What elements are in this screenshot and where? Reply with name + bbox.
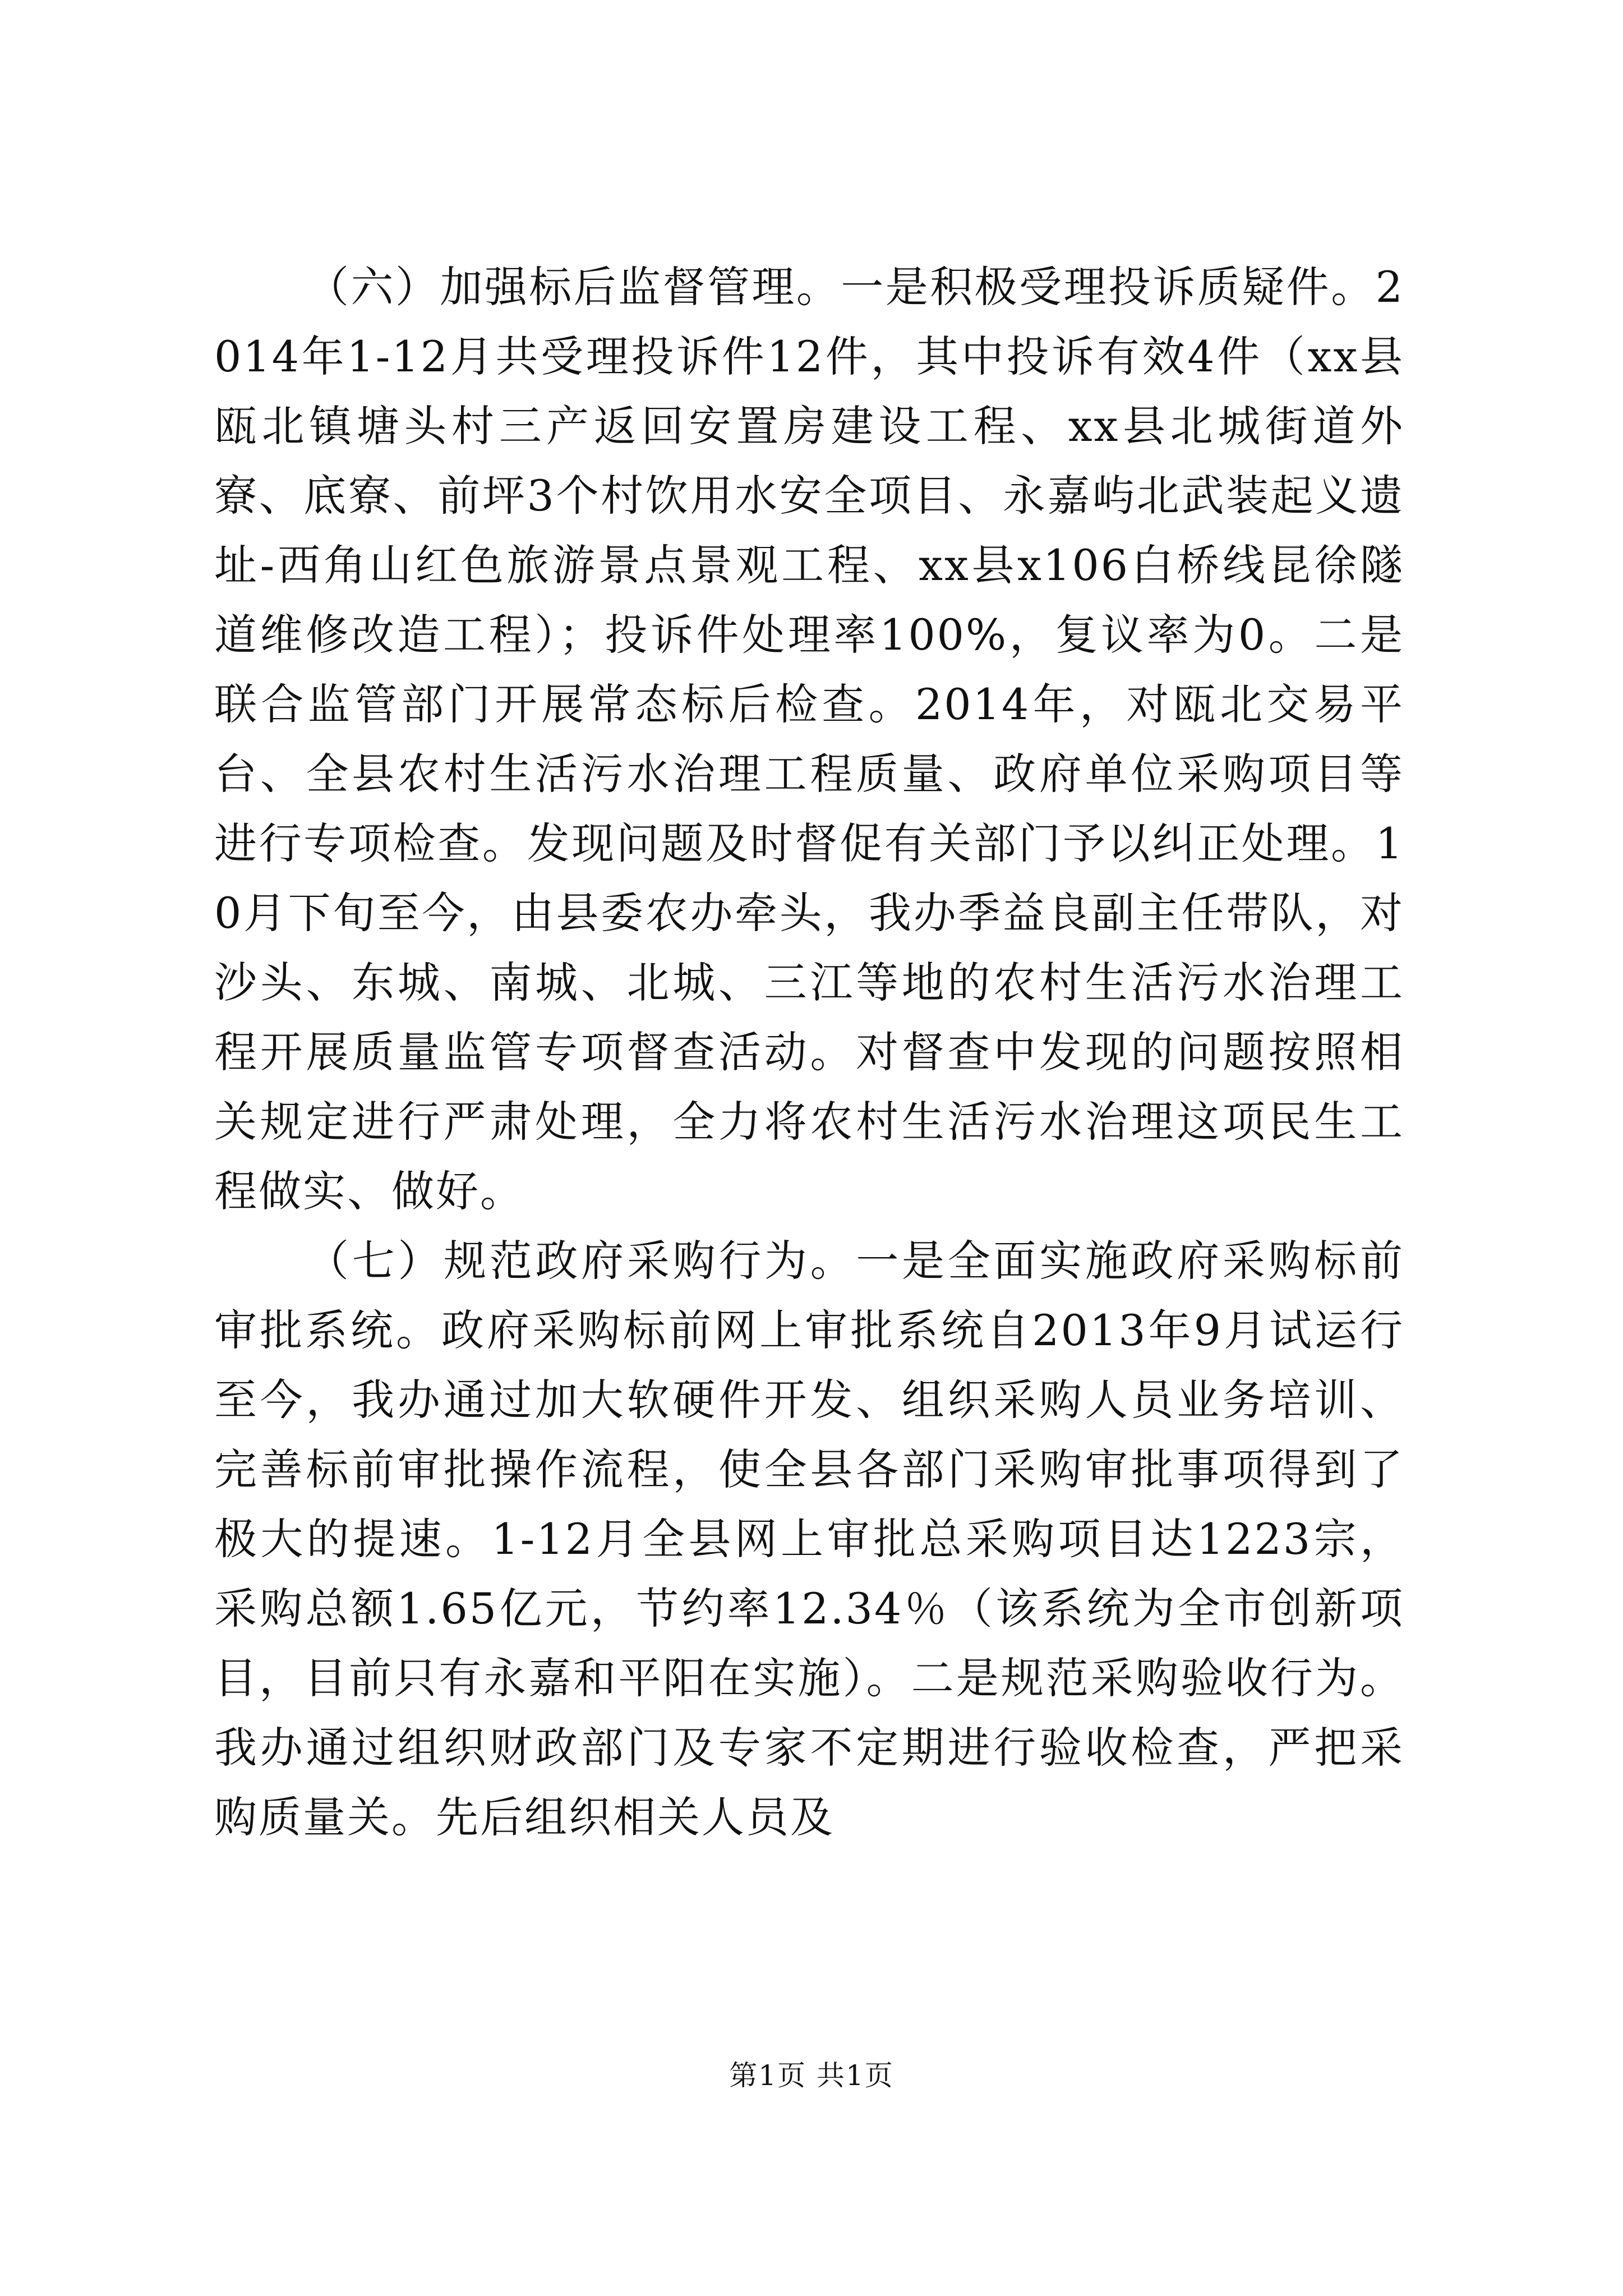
page-footer: 第1页 共1页 <box>729 2059 894 2092</box>
paragraph-supervision: （六）加强标后监督管理。一是积极受理投诉质疑件。2014年1-12月共受理投诉件12件，其中投诉有效4件（xx县瓯北镇塘头村三产返回安置房建设工程、xx县北城街道外寮、底寮、前坪3个村饮用水安全项目、永嘉屿北武装起义遗址-西角山红色旅游景点景观工程、xx县x106白桥线昆徐隧道维修改造工程）；投诉件处理率100%，复议率为0。二是联合监管部门开展常态标后检查。2014年，对瓯北交易平台、全县农村生活污水治理工程质量、政府单位采购项目等进行专项检查。发现问题及时督促有关部门予以纠正处理。10月下旬至今，由县委农办牵头，我办季益良副主任带队，对沙头、东城、南城、北城、三江等地的农村生活污水治理工程开展质量监管专项督查活动。对督查中发现的问题按照相关规定进行严肃处理，全力将农村生活污水治理这项民生工程做实、做好。 <box>214 262 1404 1216</box>
document-body <box>214 252 1404 1852</box>
paragraph-procurement: （七）规范政府采购行为。一是全面实施政府采购标前审批系统。政府采购标前网上审批系统自2013年9月试运行至今，我办通过加大软硬件开发、组织采购人员业务培训、完善标前审批操作流程，使全县各部门采购审批事项得到了极大的提速。1-12月全县网上审批总采购项目达1223宗，采购总额1.65亿元，节约率12.34％（该系统为全市创新项目，目前只有永嘉和平阳在实施）。二是规范采购验收行为。我办通过组织财政部门及专家不定期进行验收检查，严把采购质量关。先后组织相关人员及 <box>214 1236 1404 1842</box>
